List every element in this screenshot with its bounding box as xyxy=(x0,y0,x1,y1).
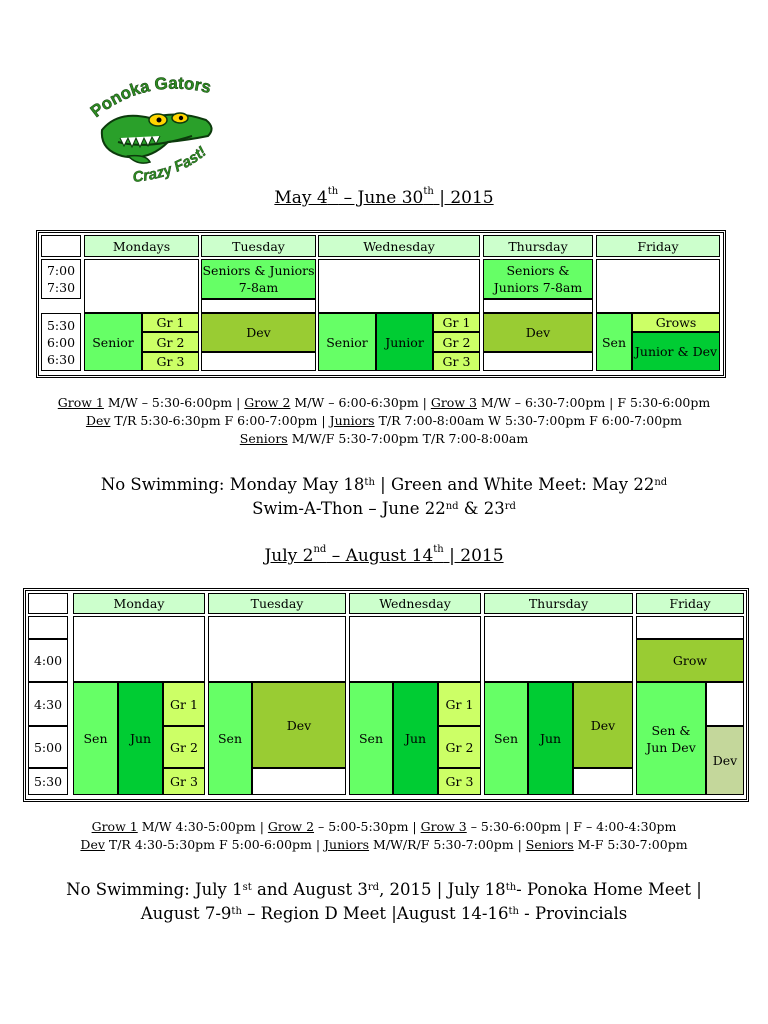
time-cell: 4:00 xyxy=(28,639,68,682)
day-header: Thursday xyxy=(483,235,593,257)
grow1-block: Gr 1 xyxy=(438,682,481,726)
dev-block: Dev xyxy=(201,313,316,352)
grow1-block: Gr 1 xyxy=(163,682,205,726)
legend-line: Grow 1 M/W – 5:30-6:00pm | Grow 2 M/W – 6:00-6:30pm | Grow 3 M/W – 6:30-7:00pm | F 5:30-6:00pm xyxy=(57,395,711,410)
legend-line: Dev T/R 4:30-5:30pm F 5:00-6:00pm | Juniors M/W/R/F 5:30-7:00pm | Seniors M-F 5:30-7:00pm xyxy=(80,837,688,852)
corner-cell xyxy=(28,593,68,614)
sen-block: Sen xyxy=(349,682,393,795)
empty-cell xyxy=(252,768,346,795)
time-cell-morning: 7:00 7:30 xyxy=(41,259,81,299)
day-header: Friday xyxy=(596,235,720,257)
seniors-juniors-block: Seniors & Juniors 7-8am xyxy=(483,259,593,299)
empty-cell xyxy=(596,259,720,313)
time-cell: 5:00 xyxy=(28,726,68,768)
legend-2 xyxy=(0,818,768,854)
legend-line: Dev T/R 5:30-6:30pm F 6:00-7:00pm | Juniors T/R 7:00-8:00am W 5:30-7:00pm F 6:00-7:00pm xyxy=(85,413,683,428)
sen-block: Sen xyxy=(208,682,252,795)
day-header: Thursday xyxy=(484,593,633,614)
day-header: Mondays xyxy=(84,235,199,257)
gator-icon xyxy=(88,70,223,195)
day-header: Wednesday xyxy=(349,593,481,614)
dev-block: Dev xyxy=(252,682,346,768)
sen-block: Sen xyxy=(73,682,118,795)
grow-block: Grow xyxy=(636,639,744,682)
notice-1: No Swimming: Monday May 18th | Green and White Meet: May 22nd Swim-A-Thon – June 22nd & 23rd xyxy=(100,475,668,518)
time-cell-evening: 5:30 6:00 6:30 xyxy=(41,313,81,371)
grow2-block: Gr 2 xyxy=(438,726,481,768)
notice-2: No Swimming: July 1st and August 3rd, 2015 | July 18th- Ponoka Home Meet | August 7-9th – Region D Meet |August 14-16th - Provincials xyxy=(66,880,702,923)
time-cell: 4:30 xyxy=(28,682,68,726)
empty-cell xyxy=(484,616,633,682)
dev-block: Dev xyxy=(706,726,744,795)
day-header: Wednesday xyxy=(318,235,480,257)
corner-cell xyxy=(41,235,81,257)
dev-block: Dev xyxy=(483,313,593,352)
legend-line: Grow 1 M/W 4:30-5:00pm | Grow 2 – 5:00-5:30pm | Grow 3 – 5:30-6:00pm | F – 4:00-4:30pm xyxy=(91,819,677,834)
section1-title: May 4th – June 30th | 2015 xyxy=(274,186,494,208)
senior-block: Senior xyxy=(318,313,376,371)
grow3-block: Gr 3 xyxy=(163,768,205,795)
junior-dev-block: Junior & Dev xyxy=(632,332,720,371)
svg-text:Ponoka Gators: Ponoka Gators xyxy=(88,73,213,122)
grow3-block: Gr 3 xyxy=(438,768,481,795)
empty-cell xyxy=(349,616,481,682)
schedule-grid-1 xyxy=(36,230,726,378)
day-header: Monday xyxy=(73,593,205,614)
empty-cell xyxy=(483,352,593,371)
grow2-block: Gr 2 xyxy=(142,332,199,352)
time-cell: 5:30 xyxy=(28,768,68,795)
jun-block: Jun xyxy=(118,682,163,795)
grow1-block: Gr 1 xyxy=(142,313,199,332)
jun-block: Jun xyxy=(528,682,573,795)
junior-block: Junior xyxy=(376,313,433,371)
day-header: Friday xyxy=(636,593,744,614)
grow1-block: Gr 1 xyxy=(433,313,480,332)
empty-cell xyxy=(573,768,633,795)
sen-block: Sen xyxy=(596,313,632,371)
empty-cell xyxy=(73,616,205,682)
day-header: Tuesday xyxy=(208,593,346,614)
time-cell-empty xyxy=(28,616,68,639)
empty-cell xyxy=(318,259,480,313)
grows-block: Grows xyxy=(632,313,720,332)
grow3-block: Gr 3 xyxy=(433,352,480,371)
legend-line: Seniors M/W/F 5:30-7:00pm T/R 7:00-8:00am xyxy=(239,431,529,446)
empty-cell xyxy=(201,299,316,313)
grow2-block: Gr 2 xyxy=(163,726,205,768)
empty-cell xyxy=(636,616,744,639)
day-header: Tuesday xyxy=(201,235,316,257)
schedule-grid-2 xyxy=(23,588,749,802)
svg-text:Crazy Fast!: Crazy Fast! xyxy=(131,143,210,187)
legend-1 xyxy=(0,394,768,448)
grow3-block: Gr 3 xyxy=(142,352,199,371)
empty-cell xyxy=(208,616,346,682)
senior-block: Senior xyxy=(84,313,142,371)
seniors-juniors-block: Seniors & Juniors 7-8am xyxy=(201,259,316,299)
empty-cell xyxy=(483,299,593,313)
jun-block: Jun xyxy=(393,682,438,795)
dev-block: Dev xyxy=(573,682,633,768)
sen-block: Sen xyxy=(484,682,528,795)
section2-title: July 2nd – August 14th | 2015 xyxy=(264,544,504,566)
sen-jun-dev-block: Sen & Jun Dev xyxy=(636,682,706,795)
empty-cell xyxy=(706,682,744,726)
empty-cell xyxy=(201,352,316,371)
empty-cell xyxy=(84,259,199,313)
ponoka-gators-logo xyxy=(88,70,223,195)
grow2-block: Gr 2 xyxy=(433,332,480,352)
